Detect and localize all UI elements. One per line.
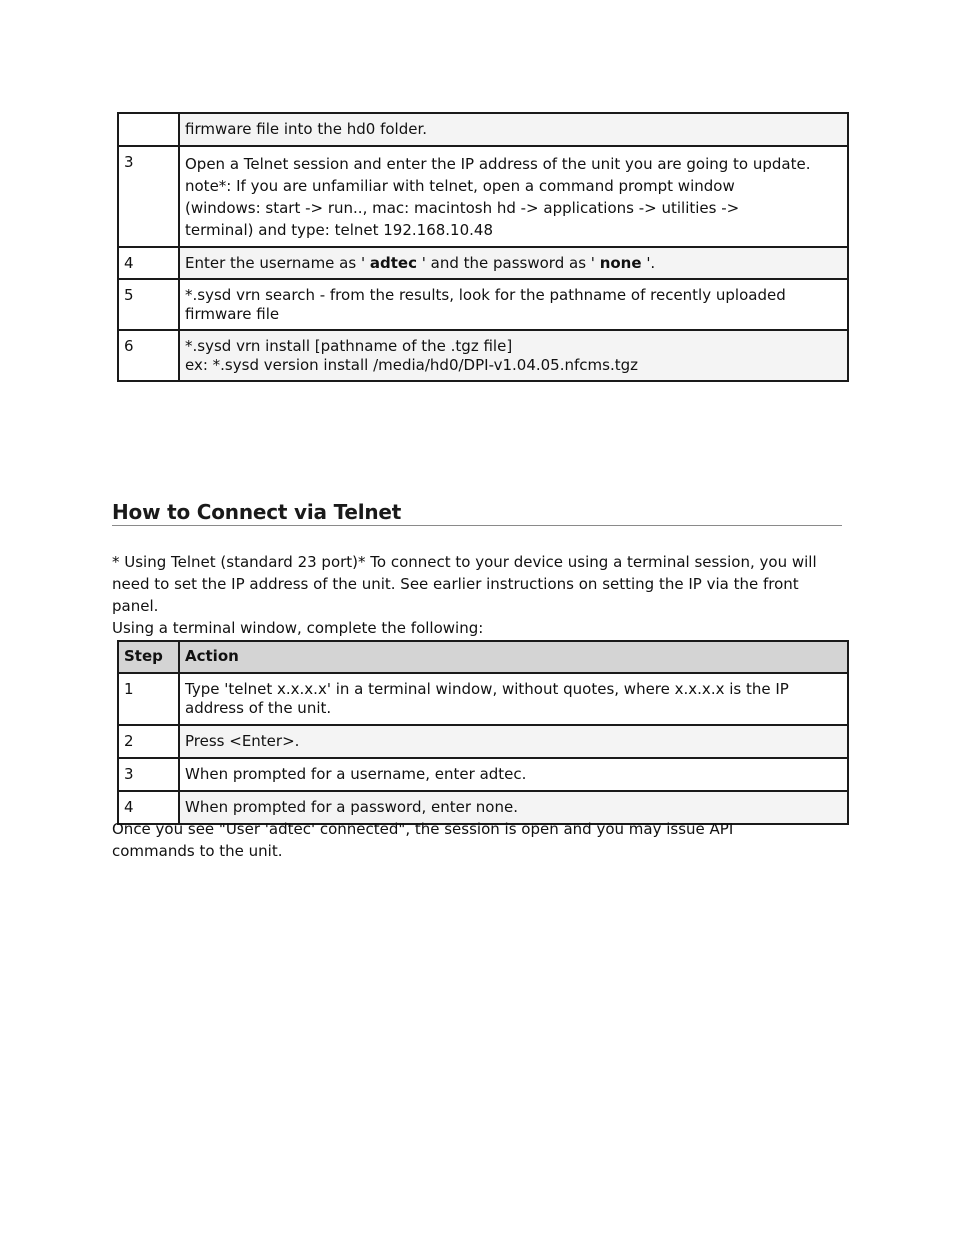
step-action-cell — [179, 330, 848, 381]
table-header-row — [118, 641, 848, 673]
step-number-cell: 3 — [118, 758, 179, 791]
credentials-middle: ' and the password as ' — [421, 254, 595, 272]
step-number-cell: 1 — [118, 673, 179, 725]
step-action-cell — [179, 146, 848, 247]
table-row — [118, 146, 848, 247]
step-action-line: terminal) and type: telnet 192.168.10.48 — [185, 221, 493, 239]
step-action-cell: Press <Enter>. — [179, 725, 848, 758]
step-number-cell — [118, 113, 179, 146]
step-action-line: (windows: start -> run.., mac: macintosh hd -> applications -> utilities -> — [185, 199, 740, 217]
table-row — [118, 673, 848, 725]
step-action-cell: When prompted for a password, enter none. — [179, 791, 848, 824]
closing-paragraph: Once you see "User 'adtec' connected", the session is open and you may issue API commands to the unit. — [112, 820, 734, 860]
step-number-cell: 5 — [118, 279, 179, 330]
step-action-cell — [179, 113, 848, 146]
step-action-cell — [179, 247, 848, 279]
step-number-cell: 4 — [118, 247, 179, 279]
step-action-cell — [179, 279, 848, 330]
step-number-cell: 6 — [118, 330, 179, 381]
step-action-line: *.sysd vrn install [pathname of the .tgz file] — [185, 337, 513, 355]
intro-paragraph: * Using Telnet (standard 23 port)* To connect to your device using a terminal session, you will need to set the IP address of the unit. See earlier instructions on setting the IP via the front panel. — [112, 553, 817, 615]
telnet-steps-table — [117, 640, 849, 825]
step-action-text: *.sysd vrn search - from the results, look for the pathname of recently uploaded firmware file — [185, 286, 786, 323]
username-value: adtec — [369, 254, 417, 272]
step-action-line: note*: If you are unfamiliar with telnet, open a command prompt window — [185, 177, 735, 195]
step-action-line: Open a Telnet session and enter the IP address of the unit you are going to update. — [185, 155, 811, 173]
step-number-cell: 3 — [118, 146, 179, 247]
action-column-header: Action — [179, 641, 848, 673]
table-row — [118, 113, 848, 146]
step-number-cell: 4 — [118, 791, 179, 824]
table-row — [118, 330, 848, 381]
step-action-line: ex: *.sysd version install /media/hd0/DPI-v1.04.05.nfcms.tgz — [185, 356, 638, 374]
password-value: none — [599, 254, 642, 272]
instruction-paragraph: Using a terminal window, complete the following: — [112, 619, 484, 637]
credentials-suffix: '. — [646, 254, 656, 272]
step-action-text: firmware file into the hd0 folder. — [185, 120, 428, 138]
table-row — [118, 725, 848, 758]
step-column-header: Step — [118, 641, 179, 673]
table-row — [118, 758, 848, 791]
table-row — [118, 279, 848, 330]
step-action-cell: Type 'telnet x.x.x.x' in a terminal window, without quotes, where x.x.x.x is the IP address of the unit. — [179, 673, 848, 725]
step-action-cell: When prompted for a username, enter adtec. — [179, 758, 848, 791]
section-heading: How to Connect via Telnet — [112, 500, 842, 526]
credentials-prefix: Enter the username as ' — [185, 254, 366, 272]
table-row — [118, 247, 848, 279]
firmware-update-steps-table — [117, 112, 849, 382]
step-number-cell: 2 — [118, 725, 179, 758]
